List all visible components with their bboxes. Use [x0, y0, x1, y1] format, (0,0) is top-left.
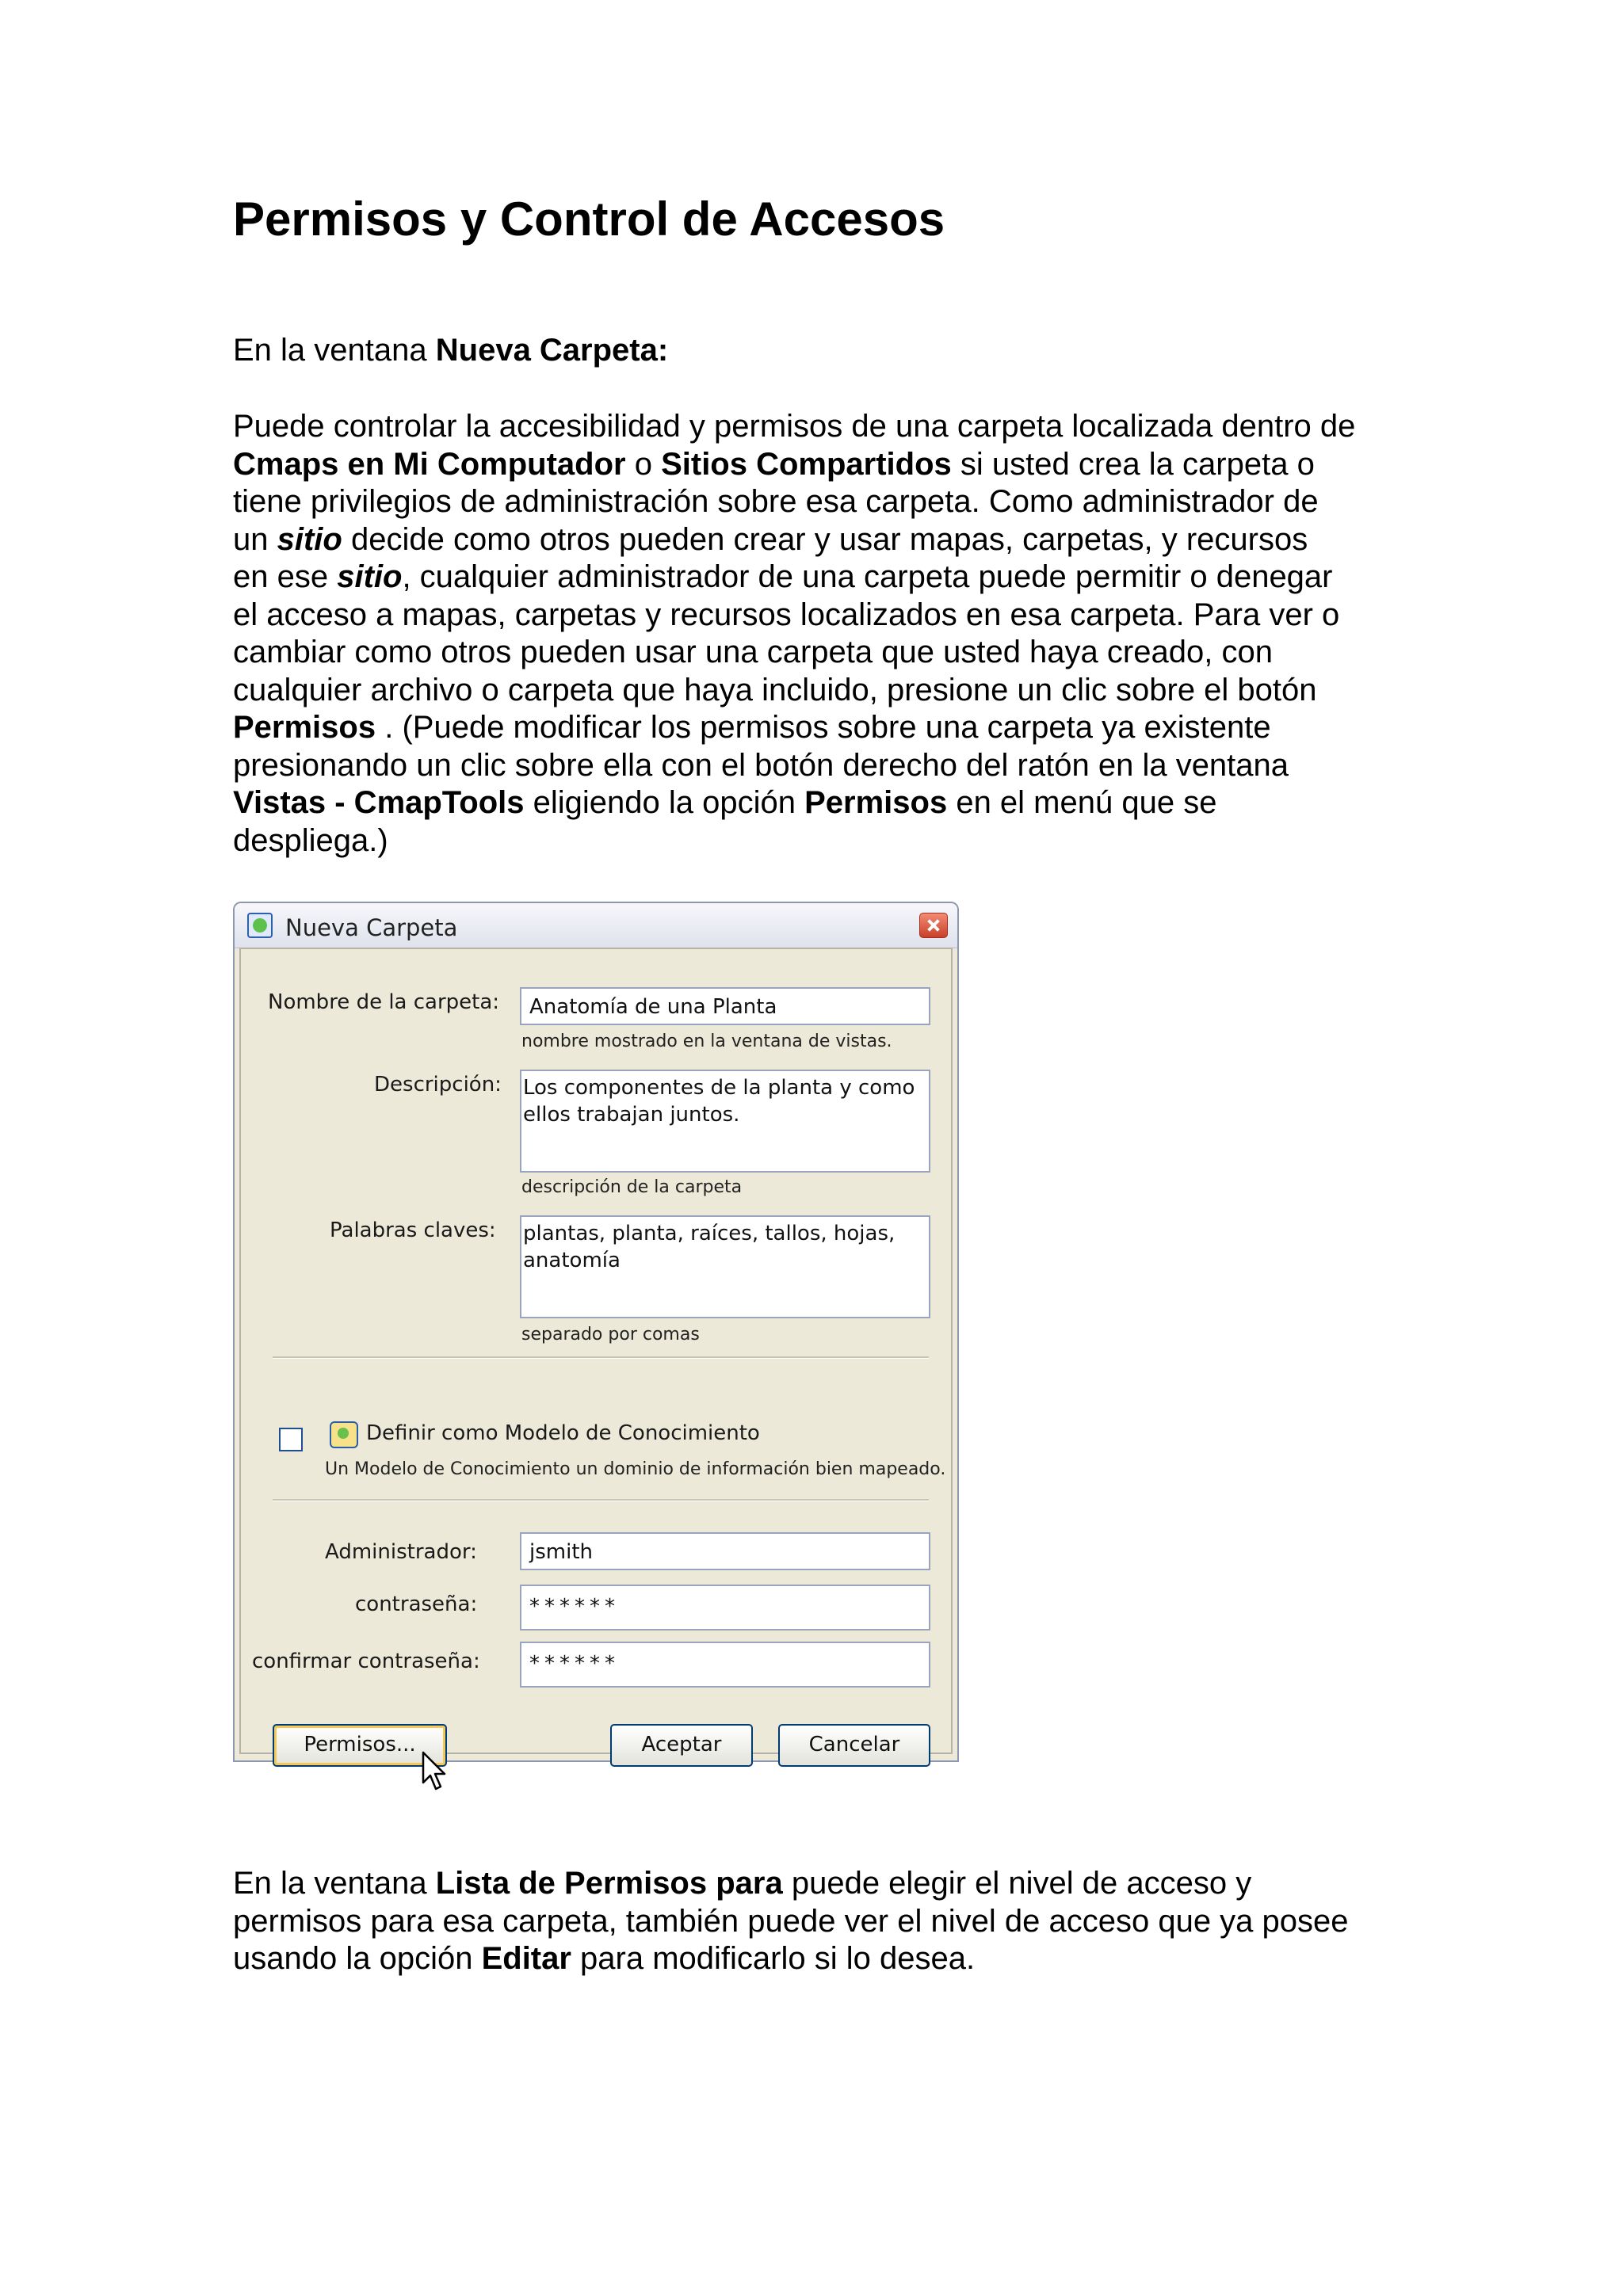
body-text-run: presionando un clic sobre ella con el botón derecho del ratón en la ventana: [233, 747, 1289, 783]
body-line: [233, 747, 1355, 785]
description-label: Descripción:: [374, 1073, 502, 1097]
closing-text-run: usando la opción: [233, 1941, 482, 1976]
admin-label: Administrador:: [325, 1540, 477, 1564]
divider-bottom: [273, 1499, 929, 1501]
body-text-run: Puede controlar la accesibilidad y permisos de una carpeta localizada dentro de: [233, 409, 1356, 444]
body-line: [233, 446, 1355, 484]
body-text-run: un: [233, 521, 277, 557]
body-text-run: despliega.): [233, 822, 388, 858]
keywords-hint: separado por comas: [521, 1325, 700, 1344]
description-textarea[interactable]: Los componentes de la planta y como ellos trabajan juntos.: [520, 1070, 930, 1173]
mouse-cursor-icon: [422, 1751, 449, 1792]
page-title: Permisos y Control de Accesos: [233, 193, 945, 246]
body-line: [233, 597, 1355, 635]
closing-text-run: puede elegir el nivel de acceso y: [782, 1866, 1252, 1901]
body-line: [233, 408, 1355, 446]
body-text-run: Permisos: [804, 785, 948, 820]
body-text-run: decide como otros pueden crear y usar mapas, carpetas, y recursos: [342, 521, 1308, 557]
body-line: [233, 521, 1355, 559]
body-text-run: sitio: [337, 559, 403, 594]
closing-paragraph: [233, 1865, 1349, 1978]
body-line: [233, 483, 1355, 521]
body-text-run: Vistas - CmapTools: [233, 785, 525, 820]
knowledge-model-icon: [330, 1421, 358, 1448]
body-text-run: el acceso a mapas, carpetas y recursos localizados en esa carpeta. Para ver o: [233, 597, 1340, 632]
knowledge-model-label: Definir como Modelo de Conocimiento: [366, 1421, 760, 1445]
body-line: [233, 709, 1355, 747]
confirm-password-label: confirmar contraseña:: [252, 1650, 480, 1673]
body-text-run: eligiendo la opción: [524, 785, 805, 820]
password-input[interactable]: ******: [520, 1585, 930, 1630]
folder-name-label: Nombre de la carpeta:: [268, 990, 500, 1014]
password-label: contraseña:: [355, 1592, 478, 1616]
body-text-run: cualquier archivo o carpeta que haya incluido, presione un clic sobre el botón: [233, 672, 1317, 707]
body-paragraph: [233, 408, 1355, 860]
closing-text-run: para modificarlo si lo desea.: [571, 1941, 976, 1976]
confirm-password-input[interactable]: ******: [520, 1642, 930, 1688]
folder-name-input[interactable]: Anatomía de una Planta: [520, 987, 930, 1025]
body-line: [233, 822, 1355, 860]
body-line: [233, 634, 1355, 672]
accept-button[interactable]: Aceptar: [610, 1724, 753, 1767]
cmaptools-app-icon: [247, 913, 273, 938]
body-text-run: sitio: [277, 521, 342, 557]
dialog-panel: [239, 948, 953, 1754]
description-hint: descripción de la carpeta: [521, 1177, 743, 1197]
body-text-run: . (Puede modificar los permisos sobre una carpeta ya existente: [376, 710, 1271, 745]
knowledge-model-hint: Un Modelo de Conocimiento un dominio de información bien mapeado.: [325, 1459, 946, 1479]
intro-bold: Nueva Carpeta:: [435, 333, 669, 368]
body-text-run: o: [625, 446, 662, 482]
body-text-run: Permisos: [233, 710, 376, 745]
close-icon[interactable]: [919, 913, 948, 938]
closing-line: [233, 1940, 1349, 1978]
body-text-run: , cualquier administrador de una carpeta puede permitir o denegar: [402, 559, 1333, 594]
body-text-run: Cmaps en Mi Computador: [233, 446, 626, 482]
keywords-textarea[interactable]: plantas, planta, raíces, tallos, hojas, anatomía: [520, 1215, 930, 1318]
admin-input[interactable]: jsmith: [520, 1532, 930, 1570]
body-text-run: en el menú que se: [947, 785, 1217, 820]
cancel-button[interactable]: Cancelar: [778, 1724, 930, 1767]
dialog-title: Nueva Carpeta: [285, 914, 458, 941]
divider-top: [273, 1356, 929, 1359]
closing-text-run: permisos para esa carpeta, también puede ver el nivel de acceso que ya posee: [233, 1903, 1349, 1939]
dialog-titlebar: [235, 903, 957, 948]
body-text-run: en ese: [233, 559, 338, 594]
body-text-run: si usted crea la carpeta o: [951, 446, 1315, 482]
keywords-label: Palabras claves:: [330, 1219, 496, 1242]
nueva-carpeta-dialog: [233, 902, 959, 1762]
closing-line: [233, 1903, 1349, 1941]
intro-paragraph: [233, 332, 668, 370]
permissions-button[interactable]: Permisos...: [273, 1724, 447, 1767]
body-line: [233, 559, 1355, 597]
body-line: [233, 672, 1355, 710]
knowledge-model-checkbox[interactable]: [279, 1428, 303, 1451]
closing-text-run: Editar: [481, 1941, 571, 1976]
closing-line: [233, 1865, 1349, 1903]
folder-name-hint: nombre mostrado en la ventana de vistas.: [521, 1032, 892, 1051]
body-text-run: tiene privilegios de administración sobre esa carpeta. Como administrador de: [233, 484, 1319, 519]
closing-text-run: En la ventana: [233, 1866, 436, 1901]
body-line: [233, 784, 1355, 822]
body-text-run: cambiar como otros pueden usar una carpeta que usted haya creado, con: [233, 635, 1273, 669]
closing-text-run: Lista de Permisos para: [435, 1866, 783, 1901]
body-text-run: Sitios Compartidos: [661, 446, 952, 482]
intro-text: En la ventana: [233, 333, 436, 368]
